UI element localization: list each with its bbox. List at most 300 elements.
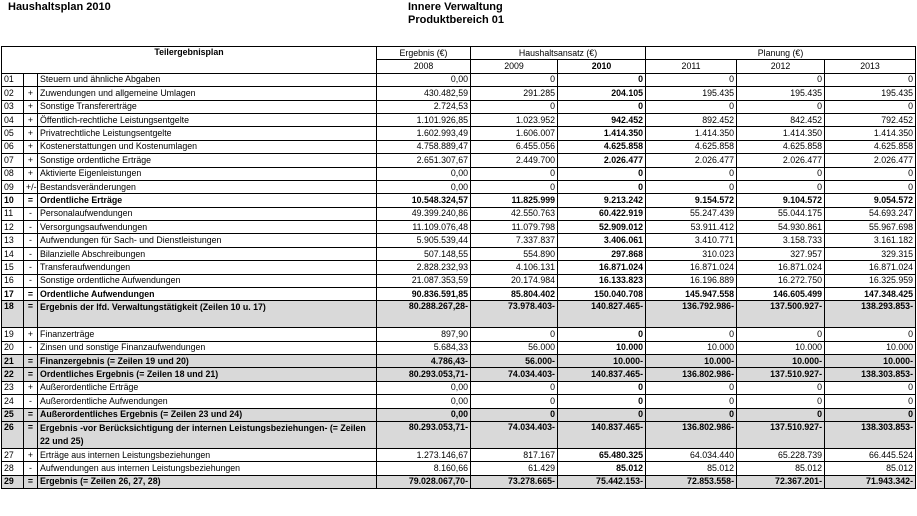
value-2012: 4.625.858 (737, 140, 825, 153)
value-2011: 0 (646, 381, 737, 394)
value-2009: 85.804.402 (471, 288, 558, 301)
row-label: Außerordentliches Ergebnis (= Zeilen 23 und 24) (38, 408, 377, 421)
row-number: 07 (2, 154, 24, 167)
row-operator: - (24, 261, 38, 274)
value-2010: 942.452 (558, 113, 646, 126)
value-2009: 1.023.952 (471, 113, 558, 126)
row-label: Ordentliches Ergebnis (= Zeilen 18 und 21) (38, 368, 377, 381)
header-haushaltsansatz: Haushaltsansatz (€) (471, 47, 646, 60)
value-2013: 66.445.524 (825, 448, 916, 461)
value-2012: 65.228.739 (737, 448, 825, 461)
row-number: 17 (2, 288, 24, 301)
value-2008: 5.684,33 (377, 341, 471, 354)
value-2011: 0 (646, 408, 737, 421)
row-number: 23 (2, 381, 24, 394)
teilergebnisplan-table (1, 46, 916, 489)
value-2009: 74.034.403- (471, 368, 558, 381)
row-number: 12 (2, 221, 24, 234)
value-2010: 0 (558, 328, 646, 341)
table-row (2, 87, 916, 100)
header-planung: Planung (€) (646, 47, 916, 60)
value-2010: 10.000- (558, 355, 646, 368)
value-2009: 74.034.403- (471, 421, 558, 448)
table-row (2, 154, 916, 167)
value-2010: 0 (558, 408, 646, 421)
row-operator: = (24, 408, 38, 421)
value-2008: 11.109.076,48 (377, 221, 471, 234)
row-label: Bilanzielle Abschreibungen (38, 247, 377, 260)
document-title: Haushaltsplan 2010 (8, 1, 111, 13)
value-2008: 10.548.324,57 (377, 194, 471, 207)
year-2011: 2011 (646, 60, 737, 73)
row-number: 24 (2, 395, 24, 408)
table-row (2, 247, 916, 260)
value-2011: 136.802.986- (646, 421, 737, 448)
value-2012: 0 (737, 328, 825, 341)
row-operator: +/- (24, 180, 38, 193)
value-2009: 0 (471, 395, 558, 408)
value-2009: 73.278.665- (471, 475, 558, 488)
row-operator: + (24, 381, 38, 394)
table-row (2, 475, 916, 488)
table-row (2, 167, 916, 180)
table-row (2, 288, 916, 301)
value-2009: 56.000 (471, 341, 558, 354)
value-2012: 55.044.175 (737, 207, 825, 220)
value-2010: 1.414.350 (558, 127, 646, 140)
value-2011: 53.911.412 (646, 221, 737, 234)
value-2011: 16.196.889 (646, 274, 737, 287)
row-number: 04 (2, 113, 24, 126)
row-number: 11 (2, 207, 24, 220)
row-label: Außerordentliche Aufwendungen (38, 395, 377, 408)
value-2011: 64.034.440 (646, 448, 737, 461)
value-2013: 10.000- (825, 355, 916, 368)
value-2012: 72.367.201- (737, 475, 825, 488)
value-2009: 0 (471, 73, 558, 86)
product-area-line1: Innere Verwaltung (408, 1, 503, 13)
value-2010: 10.000 (558, 341, 646, 354)
row-label: Aktivierte Eigenleistungen (38, 167, 377, 180)
value-2008: 0,00 (377, 180, 471, 193)
value-2010: 140.837.465- (558, 368, 646, 381)
product-area (408, 1, 504, 27)
value-2008: 2.724,53 (377, 100, 471, 113)
table-row (2, 73, 916, 86)
value-2010: 16.871.024 (558, 261, 646, 274)
value-2008: 49.399.240,86 (377, 207, 471, 220)
value-2011: 0 (646, 328, 737, 341)
table-row (2, 140, 916, 153)
table-row (2, 100, 916, 113)
row-operator: - (24, 247, 38, 260)
row-operator: + (24, 140, 38, 153)
table-row (2, 395, 916, 408)
row-operator: + (24, 113, 38, 126)
page-header (0, 0, 917, 36)
row-label: Aufwendungen aus internen Leistungsbeziehungen (38, 462, 377, 475)
table-row (2, 421, 916, 448)
header-ergebnis: Ergebnis (€) (377, 47, 471, 60)
row-number: 28 (2, 462, 24, 475)
row-label: Außerordentliche Erträge (38, 381, 377, 394)
value-2010: 140.827.465- (558, 301, 646, 328)
value-2008: 90.836.591,85 (377, 288, 471, 301)
row-operator: = (24, 288, 38, 301)
value-2010: 60.422.919 (558, 207, 646, 220)
row-operator: - (24, 207, 38, 220)
row-number: 01 (2, 73, 24, 86)
value-2013: 0 (825, 408, 916, 421)
year-2012: 2012 (737, 60, 825, 73)
row-operator: = (24, 355, 38, 368)
value-2011: 136.802.986- (646, 368, 737, 381)
value-2008: 8.160,66 (377, 462, 471, 475)
value-2013: 0 (825, 328, 916, 341)
row-number: 27 (2, 448, 24, 461)
row-label: Finanzergebnis (= Zeilen 19 und 20) (38, 355, 377, 368)
row-operator: = (24, 475, 38, 488)
value-2009: 11.825.999 (471, 194, 558, 207)
value-2011: 2.026.477 (646, 154, 737, 167)
row-operator: - (24, 395, 38, 408)
table-row (2, 462, 916, 475)
value-2011: 16.871.024 (646, 261, 737, 274)
table-row (2, 194, 916, 207)
row-label: Sonstige ordentliche Erträge (38, 154, 377, 167)
row-operator: - (24, 462, 38, 475)
table-row (2, 368, 916, 381)
value-2009: 0 (471, 100, 558, 113)
value-2010: 16.133.823 (558, 274, 646, 287)
value-2013: 71.943.342- (825, 475, 916, 488)
value-2013: 0 (825, 73, 916, 86)
value-2009: 0 (471, 167, 558, 180)
value-2010: 65.480.325 (558, 448, 646, 461)
row-label: Sonstige ordentliche Aufwendungen (38, 274, 377, 287)
value-2012: 137.500.927- (737, 301, 825, 328)
value-2011: 4.625.858 (646, 140, 737, 153)
table-row (2, 180, 916, 193)
row-label: Ergebnis der lfd. Verwaltungstätigkeit (Zeilen 10 u. 17) (38, 301, 377, 328)
row-operator: + (24, 167, 38, 180)
value-2012: 9.104.572 (737, 194, 825, 207)
value-2011: 310.023 (646, 247, 737, 260)
value-2013: 54.693.247 (825, 207, 916, 220)
value-2012: 16.272.750 (737, 274, 825, 287)
row-label: Ergebnis (= Zeilen 26, 27, 28) (38, 475, 377, 488)
value-2011: 0 (646, 395, 737, 408)
row-number: 26 (2, 421, 24, 448)
value-2010: 0 (558, 180, 646, 193)
value-2010: 297.868 (558, 247, 646, 260)
row-label: Transferaufwendungen (38, 261, 377, 274)
value-2010: 2.026.477 (558, 154, 646, 167)
row-label: Ordentliche Erträge (38, 194, 377, 207)
value-2013: 147.348.425 (825, 288, 916, 301)
value-2012: 10.000- (737, 355, 825, 368)
value-2009: 0 (471, 328, 558, 341)
value-2012: 0 (737, 180, 825, 193)
value-2008: 5.905.539,44 (377, 234, 471, 247)
value-2009: 61.429 (471, 462, 558, 475)
value-2011: 195.435 (646, 87, 737, 100)
year-2009: 2009 (471, 60, 558, 73)
table-row (2, 127, 916, 140)
value-2013: 3.161.182 (825, 234, 916, 247)
row-number: 22 (2, 368, 24, 381)
row-label: Finanzerträge (38, 328, 377, 341)
row-number: 19 (2, 328, 24, 341)
row-label: Zuwendungen und allgemeine Umlagen (38, 87, 377, 100)
value-2009: 56.000- (471, 355, 558, 368)
value-2010: 0 (558, 395, 646, 408)
row-number: 03 (2, 100, 24, 113)
value-2009: 0 (471, 408, 558, 421)
value-2009: 554.890 (471, 247, 558, 260)
value-2008: 80.293.053,71- (377, 421, 471, 448)
row-label: Versorgungsaufwendungen (38, 221, 377, 234)
row-operator: - (24, 221, 38, 234)
row-number: 06 (2, 140, 24, 153)
product-area-line2: Produktbereich 01 (408, 14, 504, 26)
value-2009: 2.449.700 (471, 154, 558, 167)
row-number: 13 (2, 234, 24, 247)
value-2013: 138.293.853- (825, 301, 916, 328)
value-2010: 85.012 (558, 462, 646, 475)
value-2012: 85.012 (737, 462, 825, 475)
value-2009: 817.167 (471, 448, 558, 461)
value-2008: 0,00 (377, 167, 471, 180)
row-number: 29 (2, 475, 24, 488)
value-2008: 0,00 (377, 73, 471, 86)
value-2012: 0 (737, 381, 825, 394)
row-number: 09 (2, 180, 24, 193)
value-2012: 0 (737, 408, 825, 421)
value-2013: 16.325.959 (825, 274, 916, 287)
row-operator: + (24, 154, 38, 167)
value-2013: 0 (825, 100, 916, 113)
value-2008: 0,00 (377, 381, 471, 394)
row-label: Steuern und ähnliche Abgaben (38, 73, 377, 86)
table-row (2, 221, 916, 234)
value-2011: 145.947.558 (646, 288, 737, 301)
row-operator: + (24, 328, 38, 341)
value-2013: 16.871.024 (825, 261, 916, 274)
row-operator: = (24, 301, 38, 328)
value-2011: 72.853.558- (646, 475, 737, 488)
row-label: Erträge aus internen Leistungsbeziehungen (38, 448, 377, 461)
row-operator: + (24, 87, 38, 100)
value-2009: 6.455.056 (471, 140, 558, 153)
value-2010: 0 (558, 73, 646, 86)
value-2013: 329.315 (825, 247, 916, 260)
row-number: 16 (2, 274, 24, 287)
row-number: 02 (2, 87, 24, 100)
value-2009: 4.106.131 (471, 261, 558, 274)
table-row (2, 341, 916, 354)
table-title: Teilergebnisplan (2, 47, 377, 74)
table-row (2, 274, 916, 287)
value-2010: 150.040.708 (558, 288, 646, 301)
row-number: 08 (2, 167, 24, 180)
value-2008: 1.273.146,67 (377, 448, 471, 461)
row-operator: + (24, 100, 38, 113)
value-2013: 0 (825, 395, 916, 408)
table-row (2, 328, 916, 341)
row-number: 15 (2, 261, 24, 274)
row-operator (24, 73, 38, 86)
value-2012: 2.026.477 (737, 154, 825, 167)
value-2013: 85.012 (825, 462, 916, 475)
row-operator: - (24, 274, 38, 287)
value-2012: 146.605.499 (737, 288, 825, 301)
row-label: Sonstige Transfererträge (38, 100, 377, 113)
value-2011: 3.410.771 (646, 234, 737, 247)
row-label: Personalaufwendungen (38, 207, 377, 220)
row-label: Öffentlich-rechtliche Leistungsentgelte (38, 113, 377, 126)
value-2008: 0,00 (377, 408, 471, 421)
value-2012: 10.000 (737, 341, 825, 354)
value-2012: 327.957 (737, 247, 825, 260)
value-2011: 10.000 (646, 341, 737, 354)
row-label: Zinsen und sonstige Finanzaufwendungen (38, 341, 377, 354)
table-row (2, 381, 916, 394)
table-row (2, 113, 916, 126)
value-2012: 137.510.927- (737, 421, 825, 448)
value-2013: 0 (825, 381, 916, 394)
row-number: 21 (2, 355, 24, 368)
value-2012: 0 (737, 73, 825, 86)
value-2010: 0 (558, 381, 646, 394)
value-2012: 1.414.350 (737, 127, 825, 140)
value-2013: 4.625.858 (825, 140, 916, 153)
value-2011: 136.792.986- (646, 301, 737, 328)
value-2012: 54.930.861 (737, 221, 825, 234)
value-2013: 9.054.572 (825, 194, 916, 207)
value-2012: 0 (737, 100, 825, 113)
year-2013: 2013 (825, 60, 916, 73)
row-label: Bestandsveränderungen (38, 180, 377, 193)
value-2013: 2.026.477 (825, 154, 916, 167)
value-2008: 0,00 (377, 395, 471, 408)
value-2009: 0 (471, 381, 558, 394)
value-2010: 3.406.061 (558, 234, 646, 247)
value-2011: 892.452 (646, 113, 737, 126)
table-row (2, 448, 916, 461)
value-2011: 0 (646, 100, 737, 113)
value-2009: 291.285 (471, 87, 558, 100)
value-2008: 4.786,43- (377, 355, 471, 368)
row-operator: - (24, 234, 38, 247)
value-2009: 73.978.403- (471, 301, 558, 328)
value-2008: 1.101.926,85 (377, 113, 471, 126)
value-2013: 1.414.350 (825, 127, 916, 140)
value-2010: 52.909.012 (558, 221, 646, 234)
row-operator: + (24, 127, 38, 140)
value-2010: 204.105 (558, 87, 646, 100)
row-label: Ordentliche Aufwendungen (38, 288, 377, 301)
table-row (2, 261, 916, 274)
value-2008: 430.482,59 (377, 87, 471, 100)
year-2008: 2008 (377, 60, 471, 73)
row-label: Aufwendungen für Sach- und Dienstleistungen (38, 234, 377, 247)
value-2010: 0 (558, 100, 646, 113)
value-2009: 1.606.007 (471, 127, 558, 140)
value-2012: 195.435 (737, 87, 825, 100)
value-2008: 80.293.053,71- (377, 368, 471, 381)
value-2011: 0 (646, 73, 737, 86)
value-2008: 2.651.307,67 (377, 154, 471, 167)
value-2010: 9.213.242 (558, 194, 646, 207)
value-2009: 0 (471, 180, 558, 193)
year-2010: 2010 (558, 60, 646, 73)
value-2013: 0 (825, 180, 916, 193)
row-operator: + (24, 448, 38, 461)
value-2008: 4.758.889,47 (377, 140, 471, 153)
row-operator: = (24, 421, 38, 448)
table-row (2, 355, 916, 368)
table-row (2, 234, 916, 247)
value-2013: 792.452 (825, 113, 916, 126)
value-2011: 0 (646, 180, 737, 193)
value-2011: 10.000- (646, 355, 737, 368)
table-row (2, 408, 916, 421)
row-number: 14 (2, 247, 24, 260)
value-2008: 1.602.993,49 (377, 127, 471, 140)
row-number: 10 (2, 194, 24, 207)
value-2011: 1.414.350 (646, 127, 737, 140)
row-number: 20 (2, 341, 24, 354)
value-2013: 55.967.698 (825, 221, 916, 234)
row-number: 18 (2, 301, 24, 328)
header-row-groups (2, 47, 916, 60)
row-number: 25 (2, 408, 24, 421)
value-2010: 4.625.858 (558, 140, 646, 153)
value-2009: 7.337.837 (471, 234, 558, 247)
value-2011: 9.154.572 (646, 194, 737, 207)
table-row (2, 207, 916, 220)
value-2011: 55.247.439 (646, 207, 737, 220)
row-operator: = (24, 194, 38, 207)
value-2010: 0 (558, 167, 646, 180)
table-row (2, 301, 916, 328)
value-2012: 137.510.927- (737, 368, 825, 381)
value-2012: 842.452 (737, 113, 825, 126)
value-2012: 16.871.024 (737, 261, 825, 274)
value-2008: 507.148,55 (377, 247, 471, 260)
value-2009: 11.079.798 (471, 221, 558, 234)
value-2013: 138.303.853- (825, 421, 916, 448)
value-2009: 42.550.763 (471, 207, 558, 220)
value-2010: 75.442.153- (558, 475, 646, 488)
value-2009: 20.174.984 (471, 274, 558, 287)
row-label: Ergebnis -vor Berücksichtigung der internen Leistungsbeziehungen- (= Zeilen 22 und 25) (38, 421, 377, 448)
value-2011: 0 (646, 167, 737, 180)
value-2013: 10.000 (825, 341, 916, 354)
value-2012: 3.158.733 (737, 234, 825, 247)
value-2008: 2.828.232,93 (377, 261, 471, 274)
value-2008: 79.028.067,70- (377, 475, 471, 488)
row-operator: - (24, 341, 38, 354)
value-2012: 0 (737, 167, 825, 180)
value-2013: 0 (825, 167, 916, 180)
value-2013: 195.435 (825, 87, 916, 100)
table-body (2, 73, 916, 488)
row-operator: = (24, 368, 38, 381)
value-2010: 140.837.465- (558, 421, 646, 448)
row-number: 05 (2, 127, 24, 140)
